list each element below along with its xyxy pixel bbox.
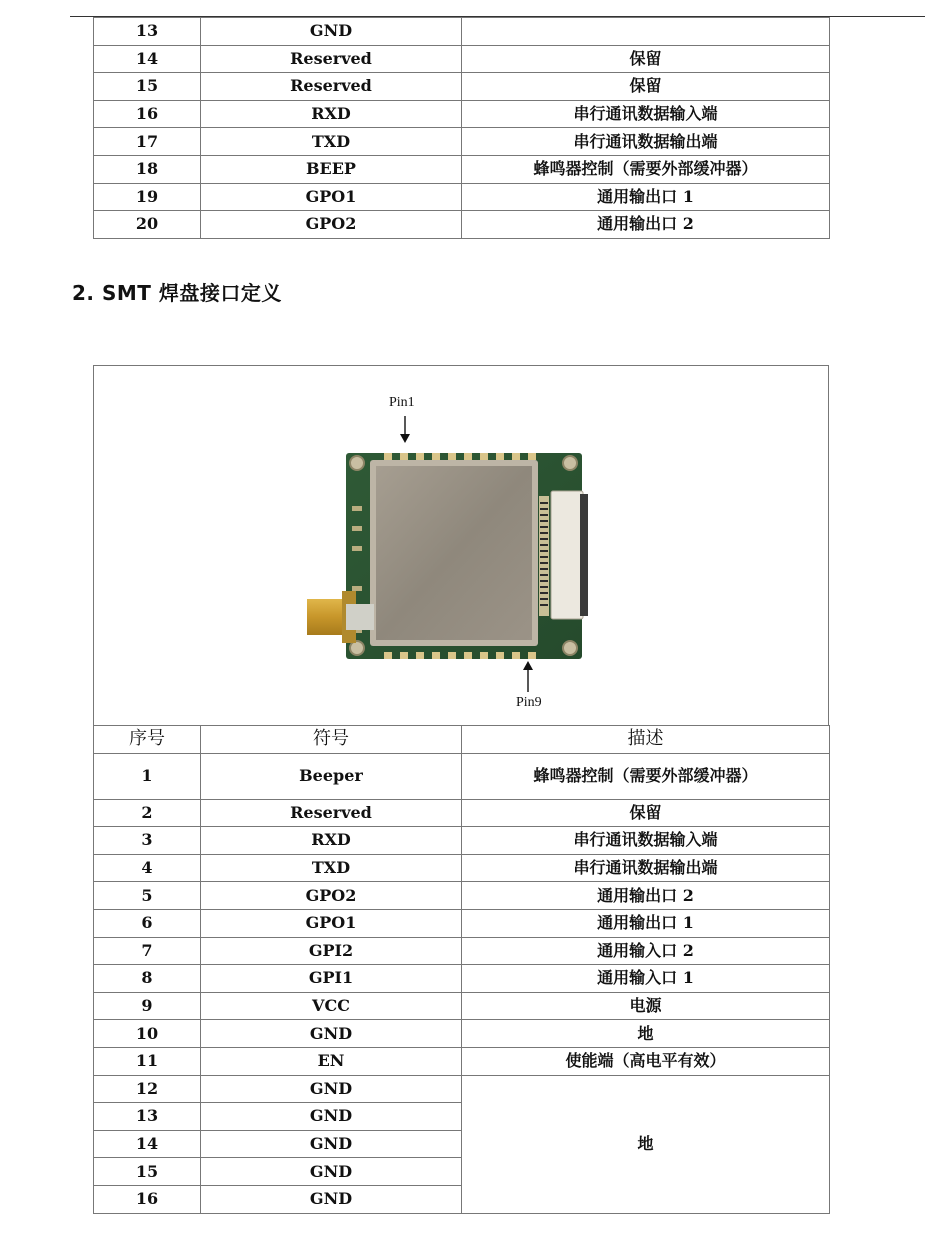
pin-description: 蜂鸣器控制（需要外部缓冲器） [462, 753, 830, 799]
header-no: 序号 [94, 726, 201, 754]
pin-symbol: Reserved [201, 45, 462, 73]
table-row [94, 183, 830, 211]
pin-number: 17 [94, 128, 201, 156]
pin-description-merged: 地 [462, 1075, 830, 1213]
pin-number: 9 [94, 992, 201, 1020]
pin-description: 通用输入口 1 [462, 965, 830, 993]
table-row [94, 1047, 830, 1075]
table-row [94, 827, 830, 855]
pin-number: 7 [94, 937, 201, 965]
table-row [94, 128, 830, 156]
pin-number: 5 [94, 882, 201, 910]
table-row [94, 155, 830, 183]
pin-symbol: GPI1 [201, 965, 462, 993]
pin-number: 3 [94, 827, 201, 855]
table-row [94, 799, 830, 827]
pin-symbol: GND [201, 18, 462, 46]
pin-symbol: GND [201, 1185, 462, 1213]
table-row [94, 45, 830, 73]
table-row [94, 937, 830, 965]
pin-description: 串行通讯数据输入端 [462, 100, 830, 128]
pin-symbol: GPO2 [201, 211, 462, 239]
pin-number: 19 [94, 183, 201, 211]
pin-number: 6 [94, 909, 201, 937]
table-row [94, 854, 830, 882]
pin-symbol: Beeper [201, 753, 462, 799]
pin1-label: Pin1 [389, 395, 415, 410]
pin-description: 通用输出口 1 [462, 183, 830, 211]
header-description: 描述 [462, 726, 830, 754]
table-row [94, 753, 830, 799]
pin-symbol: GND [201, 1103, 462, 1131]
pin-symbol: GND [201, 1158, 462, 1186]
pin-symbol: GPO1 [201, 183, 462, 211]
table-row [94, 211, 830, 239]
pin-description: 电源 [462, 992, 830, 1020]
pin-symbol: BEEP [201, 155, 462, 183]
pin-number: 10 [94, 1020, 201, 1048]
pin-number: 2 [94, 799, 201, 827]
pin-symbol: GND [201, 1075, 462, 1103]
table-row [94, 18, 830, 46]
pin-number: 20 [94, 211, 201, 239]
pin-number: 16 [94, 1185, 201, 1213]
pin-description: 使能端（高电平有效） [462, 1047, 830, 1075]
table-row [94, 100, 830, 128]
pin-symbol: GPO1 [201, 909, 462, 937]
pin-description: 保留 [462, 73, 830, 101]
pin-number: 13 [94, 1103, 201, 1131]
table-row [94, 73, 830, 101]
pin-symbol: GPO2 [201, 882, 462, 910]
pin-number: 14 [94, 1130, 201, 1158]
table-row [94, 882, 830, 910]
pin-number: 8 [94, 965, 201, 993]
pin-symbol: RXD [201, 827, 462, 855]
pin-number: 13 [94, 18, 201, 46]
pin-description: 保留 [462, 799, 830, 827]
table-row [94, 909, 830, 937]
pin-description [462, 18, 830, 46]
pin-description: 蜂鸣器控制（需要外部缓冲器） [462, 155, 830, 183]
pin-symbol: EN [201, 1047, 462, 1075]
pin-symbol: Reserved [201, 73, 462, 101]
pin-description: 通用输出口 2 [462, 882, 830, 910]
module-photo-frame [93, 365, 829, 726]
pin-number: 4 [94, 854, 201, 882]
pin-number: 11 [94, 1047, 201, 1075]
pin-symbol: RXD [201, 100, 462, 128]
table-row [94, 992, 830, 1020]
pin-symbol: GND [201, 1130, 462, 1158]
pin-description: 地 [462, 1020, 830, 1048]
pin-number: 14 [94, 45, 201, 73]
pin-number: 15 [94, 1158, 201, 1186]
table-row [94, 1020, 830, 1048]
pin-description: 通用输出口 2 [462, 211, 830, 239]
header-symbol: 符号 [201, 726, 462, 754]
pin-number: 15 [94, 73, 201, 101]
pin-symbol: TXD [201, 854, 462, 882]
table-row [94, 965, 830, 993]
pin-number: 16 [94, 100, 201, 128]
pin-description: 保留 [462, 45, 830, 73]
pin-symbol: GND [201, 1020, 462, 1048]
pin-number: 12 [94, 1075, 201, 1103]
pin-description: 通用输出口 1 [462, 909, 830, 937]
section-title: 2. SMT 焊盘接口定义 [72, 281, 282, 305]
smt-pad-table [93, 725, 830, 1214]
pin-description: 串行通讯数据输出端 [462, 854, 830, 882]
pin-number: 18 [94, 155, 201, 183]
pin-symbol: VCC [201, 992, 462, 1020]
pin-number: 1 [94, 753, 201, 799]
pin9-label: Pin9 [516, 695, 542, 710]
pin-description: 串行通讯数据输入端 [462, 827, 830, 855]
pin-symbol: TXD [201, 128, 462, 156]
pin-description: 通用输入口 2 [462, 937, 830, 965]
pin-symbol: Reserved [201, 799, 462, 827]
rfid-module-photo [94, 366, 828, 726]
table-row [94, 1075, 830, 1103]
table-header-row [94, 726, 830, 754]
pin-symbol: GPI2 [201, 937, 462, 965]
pin-table-continued [93, 17, 830, 239]
pin-description: 串行通讯数据输出端 [462, 128, 830, 156]
